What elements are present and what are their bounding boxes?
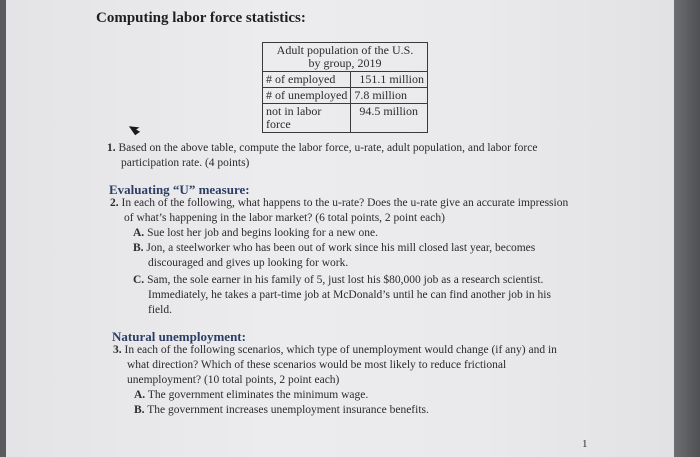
list-item-2c-line2: Immediately, he takes a part-time job at McDonald’s until he can find another job in his	[148, 289, 551, 301]
list-item-2c-line3: field.	[148, 304, 172, 316]
list-item-2b-line2: discouraged and gives up looking for work.	[148, 257, 349, 269]
list-item-3b: B. The government increases unemployment insurance benefits.	[134, 404, 429, 416]
question-2-line2: of what’s happening in the labor market? (6 total points, 2 point each)	[124, 212, 445, 224]
table-cell-label: # of unemployed	[263, 88, 351, 104]
question-1-line2: participation rate. (4 points)	[121, 157, 250, 169]
section-heading-natural-unemployment: Natural unemployment:	[112, 329, 246, 344]
section-heading-evaluating-u: Evaluating “U” measure:	[109, 182, 250, 197]
population-table	[262, 42, 428, 133]
table-header-row	[263, 43, 428, 72]
table-cell-label: not in labor force	[263, 104, 351, 133]
table-cell-value: 94.5 million	[351, 104, 428, 133]
question-3-line3: unemployment? (10 total points, 2 point each)	[127, 374, 340, 386]
question-3-line2: what direction? Which of these scenarios would be most likely to reduce frictional	[127, 359, 507, 371]
question-3: 3. In each of the following scenarios, which type of unemployment would change (if any) and in	[113, 344, 557, 356]
mouse-cursor-icon	[128, 120, 142, 136]
list-item-3a: A. The government eliminates the minimum wage.	[134, 389, 369, 401]
page-edge-shadow	[674, 0, 700, 457]
question-2: 2. In each of the following, what happens to the u-rate? Does the u-rate give an accurate impression	[110, 197, 569, 209]
list-item-2c: C. Sam, the sole earner in his family of 5, just lost his $80,000 job as a research scientist.	[133, 274, 544, 286]
table-cell-value: 7.8 million	[351, 88, 428, 104]
table-row	[263, 104, 428, 133]
page-title: Computing labor force statistics:	[96, 10, 306, 26]
table-row	[263, 88, 428, 104]
page-number: 1	[582, 438, 588, 450]
table-cell-label: # of employed	[263, 72, 351, 88]
list-item-2b: B. Jon, a steelworker who has been out of work since his mill closed last year, becomes	[133, 242, 536, 254]
table-row	[263, 72, 428, 88]
question-1: 1. Based on the above table, compute the labor force, u-rate, adult population, and labor force	[107, 142, 538, 154]
table-header: Adult population of the U.S. by group, 2019	[263, 43, 428, 72]
table-cell-value: 151.1 million	[351, 72, 428, 88]
list-item-2a: A. Sue lost her job and begins looking for a new one.	[133, 227, 378, 239]
